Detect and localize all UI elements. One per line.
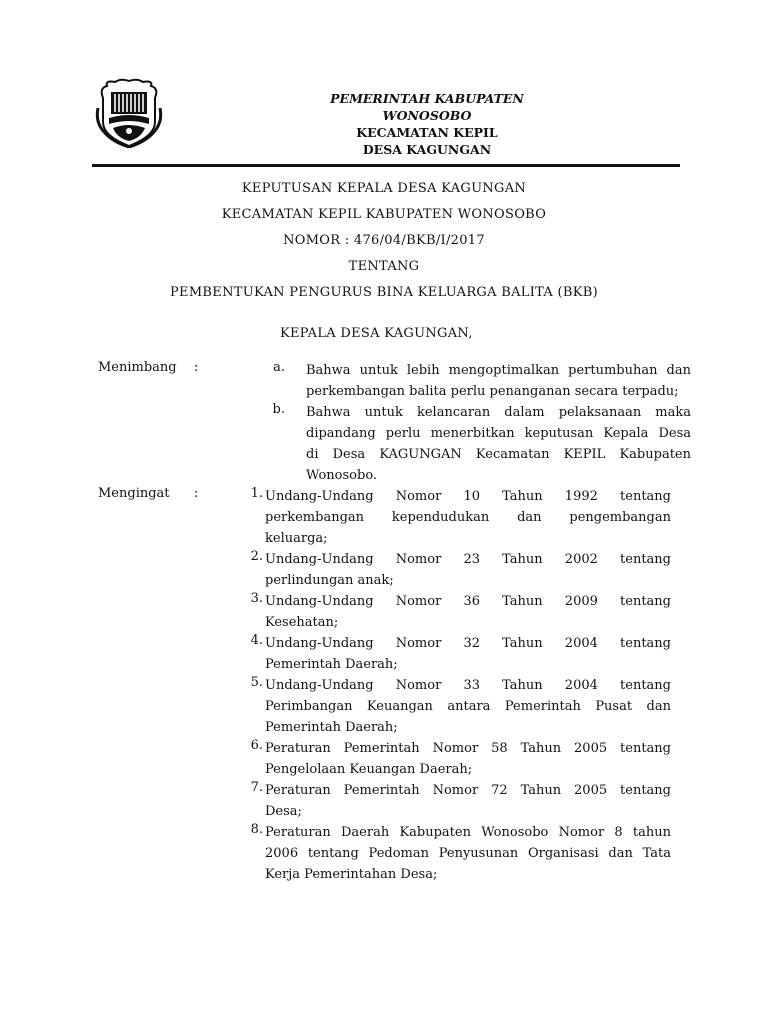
item-line: Wonosobo. xyxy=(306,468,378,483)
letterhead-text xyxy=(292,90,562,158)
item-line: keluarga; xyxy=(265,531,328,546)
item-number: 1. xyxy=(250,486,263,501)
item-line: Bahwa untuk kelancaran dalam pelaksanaan maka xyxy=(306,405,691,420)
item-line: 2006 tentang Pedoman Penyusunan Organisasi dan Tata xyxy=(265,846,671,861)
village-name: DESA KAGUNGAN xyxy=(362,142,492,157)
item-number: 7. xyxy=(250,780,263,795)
menimbang-colon: : xyxy=(194,360,199,375)
item-line: Pemerintah Daerah; xyxy=(265,657,398,672)
item-line: Undang-Undang Nomor 33 Tahun 2004 tentang xyxy=(265,678,671,693)
item-line: Undang-Undang Nomor 32 Tahun 2004 tentang xyxy=(265,636,671,651)
menimbang-label: Menimbang xyxy=(98,360,177,375)
item-line: Pemerintah Daerah; xyxy=(265,720,398,735)
item-number: 2. xyxy=(250,549,263,564)
item-number: 3. xyxy=(250,591,263,606)
item-line: Undang-Undang Nomor 10 Tahun 1992 tentang xyxy=(265,489,671,504)
item-line: Undang-Undang Nomor 36 Tahun 2009 tentang xyxy=(265,594,671,609)
item-number: a. xyxy=(273,360,285,375)
item-line: Kerja Pemerintahan Desa; xyxy=(265,867,438,882)
item-line: perkembangan kependudukan dan pengembangan xyxy=(265,510,671,525)
item-line: Perimbangan Keuangan antara Pemerintah Pusat dan xyxy=(265,699,671,714)
item-line: Desa; xyxy=(265,804,302,819)
title-line-2: KECAMATAN KEPIL KABUPATEN WONOSOBO xyxy=(221,207,547,222)
item-line: Undang-Undang Nomor 23 Tahun 2002 tentang xyxy=(265,552,671,567)
decree-number: NOMOR : 476/04/BKB/I/2017 xyxy=(283,233,485,248)
title-tentang: TENTANG xyxy=(348,259,420,274)
item-line: Peraturan Daerah Kabupaten Wonosobo Nomor 8 tahun xyxy=(265,825,671,840)
item-line: Kesehatan; xyxy=(265,615,339,630)
item-number: 8. xyxy=(250,822,263,837)
mengingat-section xyxy=(98,486,678,886)
item-line: perlindungan anak; xyxy=(265,573,394,588)
menimbang-section xyxy=(98,360,691,485)
item-line: Bahwa untuk lebih mengoptimalkan pertumbuhan dan xyxy=(306,363,691,378)
title-line-1: KEPUTUSAN KEPALA DESA KAGUNGAN xyxy=(241,181,527,196)
item-line: dipandang perlu menerbitkan keputusan Kepala Desa xyxy=(306,426,691,441)
item-number: 6. xyxy=(250,738,263,753)
item-number: 5. xyxy=(250,675,263,690)
district-name: KECAMATAN KEPIL xyxy=(356,125,498,140)
mengingat-colon: : xyxy=(194,486,199,501)
government-name: PEMERINTAH KABUPATEN WONOSOBO xyxy=(330,91,524,123)
item-number: 4. xyxy=(250,633,263,648)
mengingat-label: Mengingat xyxy=(98,486,170,501)
regency-crest-logo xyxy=(95,78,163,148)
item-line: di Desa KAGUNGAN Kecamatan KEPIL Kabupaten xyxy=(306,447,691,462)
decree-title xyxy=(92,176,676,306)
item-line: Peraturan Pemerintah Nomor 72 Tahun 2005 tentang xyxy=(265,783,671,798)
letterhead xyxy=(92,76,682,171)
letterhead-rule xyxy=(92,164,680,167)
item-line: Peraturan Pemerintah Nomor 58 Tahun 2005 tentang xyxy=(265,741,671,756)
item-number: b. xyxy=(272,402,285,417)
item-line: perkembangan balita perlu penanganan secara terpadu; xyxy=(306,384,679,399)
village-head-heading: KEPALA DESA KAGUNGAN, xyxy=(280,326,473,341)
decree-subject: PEMBENTUKAN PENGURUS BINA KELUARGA BALITA (BKB) xyxy=(169,285,598,300)
item-line: Pengelolaan Keuangan Daerah; xyxy=(265,762,473,777)
